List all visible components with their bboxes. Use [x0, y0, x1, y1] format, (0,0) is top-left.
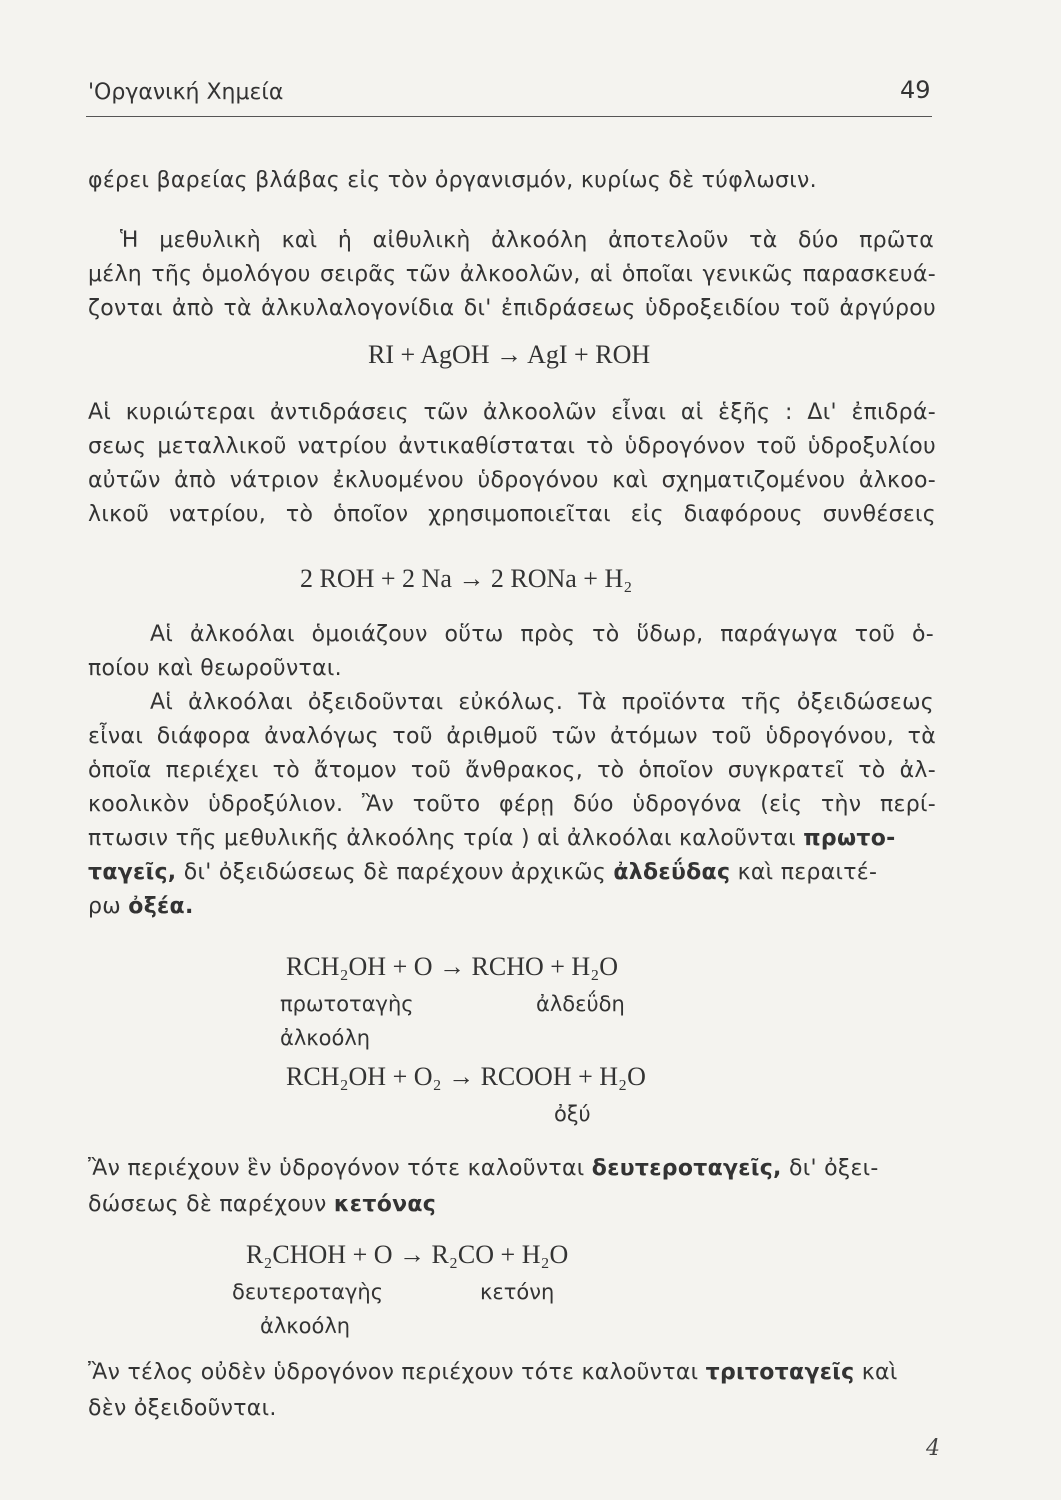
label-primary: πρωτοταγὴς: [280, 992, 414, 1016]
text-run: δι' ὀξει-: [781, 1156, 879, 1181]
text-run: πτωσιν τῆς μεθυλικῆς ἀλκοόλης τρία ) αἱ ἀλκοόλαι καλοῦνται: [88, 826, 804, 851]
text-line: λικοῦ νατρίου, τὸ ὁποῖον χρησιμοποιεῖται εἰς διαφόρους συνθέσεις: [88, 502, 936, 527]
label-acid: ὀξύ: [554, 1102, 591, 1126]
text-line: [88, 1190, 936, 1220]
equation-primary-oxidation-1: RCH₂OH + O → RCHO + H₂O: [286, 952, 619, 981]
page-number: 49: [900, 76, 931, 104]
bold-term-primary-cont: ταγεῖς,: [88, 860, 177, 885]
text-run: δώσεως δὲ παρέχουν: [88, 1192, 334, 1217]
text-run: ρω: [88, 894, 129, 919]
text-line: Αἱ ἀλκοόλαι ὀξειδοῦνται εὐκόλως. Τὰ προϊόντα τῆς ὀξειδώσεως: [150, 690, 934, 715]
text-line: [88, 1358, 936, 1388]
text-line: ζονται ἀπὸ τὰ ἀλκυλαλογονίδια δι' ἐπιδράσεως ὑδροξειδίου τοῦ ἀργύρου: [88, 296, 936, 321]
text-line: Ἡ μεθυλικὴ καὶ ἡ αἰθυλικὴ ἀλκοόλη ἀποτελοῦν τὰ δύο πρῶτα: [120, 228, 934, 253]
text-run: δι' ὀξειδώσεως δὲ παρέχουν ἀρχικῶς: [176, 860, 614, 885]
bold-term-primary: πρωτο-: [803, 826, 896, 851]
text-line: μέλη τῆς ὁμολόγου σειρᾶς τῶν ἀλκοολῶν, αἱ ὁποῖαι γενικῶς παρασκευά-: [88, 262, 936, 287]
equation-sodium: 2 ROH + 2 Na → 2 RONa + H₂: [300, 564, 633, 593]
bold-term-tertiary: τριτοταγεῖς: [705, 1360, 855, 1385]
label-secondary: δευτεροταγὴς: [232, 1280, 384, 1304]
text-line: εἶναι διάφορα ἀναλόγως τοῦ ἀριθμοῦ τῶν ἀτόμων τοῦ ὑδρογόνου, τὰ: [88, 724, 936, 749]
text-line: Αἱ κυριώτεραι ἀντιδράσεις τῶν ἀλκοολῶν εἶναι αἱ ἑξῆς : Δι' ἐπιδρά-: [88, 400, 936, 425]
equation-primary-oxidation-2: RCH₂OH + O₂ → RCOOH + H₂O: [286, 1062, 646, 1091]
text-run: Ἂν τέλος οὐδὲν ὑδρογόνον περιέχουν τότε καλοῦνται: [88, 1360, 706, 1385]
header-rule: [86, 116, 932, 117]
text-line: σεως μεταλλικοῦ νατρίου ἀντικαθίσταται τὸ ὑδρογόνον τοῦ ὑδροξυλίου: [88, 434, 936, 459]
signature-mark: 4: [926, 1436, 940, 1461]
text-run: Ἂν περιέχουν ἓν ὑδρογόνον τότε καλοῦνται: [88, 1156, 592, 1181]
text-line: φέρει βαρείας βλάβας εἰς τὸν ὀργανισμόν, κυρίως δὲ τύφλωσιν.: [88, 168, 817, 193]
text-line: [88, 1154, 936, 1184]
label-alcohol: ἀλκοόλη: [260, 1314, 351, 1338]
text-line: αὐτῶν ἀπὸ νάτριον ἐκλυομένου ὑδρογόνου καὶ σχηματιζομένου ἀλκοο-: [88, 468, 936, 493]
label-ketone: κετόνη: [480, 1280, 555, 1304]
text-line: [88, 858, 936, 888]
text-line: [88, 824, 936, 854]
running-header-title: 'Οργανική Χημεία: [88, 80, 284, 105]
label-aldehyde: ἀλδεΰδη: [536, 992, 625, 1016]
text-line: [88, 892, 936, 922]
text-line: κοολικὸν ὑδροξύλιον. Ἂν τοῦτο φέρῃ δύο ὑδρογόνα (εἰς τὴν περί-: [88, 792, 936, 817]
equation-secondary-oxidation: R₂CHOH + O → R₂CO + H₂O: [246, 1240, 569, 1269]
bold-term-ketones: κετόνας: [333, 1192, 437, 1217]
bold-term-aldehydes: ἀλδεΰδας: [613, 860, 731, 885]
text-run: καὶ περαιτέ-: [730, 860, 878, 885]
equation-silver-hydroxide: RI + AgOH → AgI + ROH: [368, 340, 651, 369]
bold-term-secondary: δευτεροταγεῖς,: [591, 1156, 782, 1181]
text-run: καὶ: [854, 1360, 898, 1385]
bold-term-acids: ὀξέα.: [128, 894, 194, 919]
text-line: δὲν ὀξειδοῦνται.: [88, 1396, 277, 1421]
label-alcohol: ἀλκοόλη: [280, 1026, 371, 1050]
text-line: ποίου καὶ θεωροῦνται.: [88, 656, 342, 681]
text-line: Αἱ ἀλκοόλαι ὁμοιάζουν οὕτω πρὸς τὸ ὕδωρ, παράγωγα τοῦ ὁ-: [150, 622, 934, 647]
text-line: ὁποῖα περιέχει τὸ ἄτομον τοῦ ἄνθρακος, τὸ ὁποῖον συγκρατεῖ τὸ ἀλ-: [88, 758, 936, 783]
